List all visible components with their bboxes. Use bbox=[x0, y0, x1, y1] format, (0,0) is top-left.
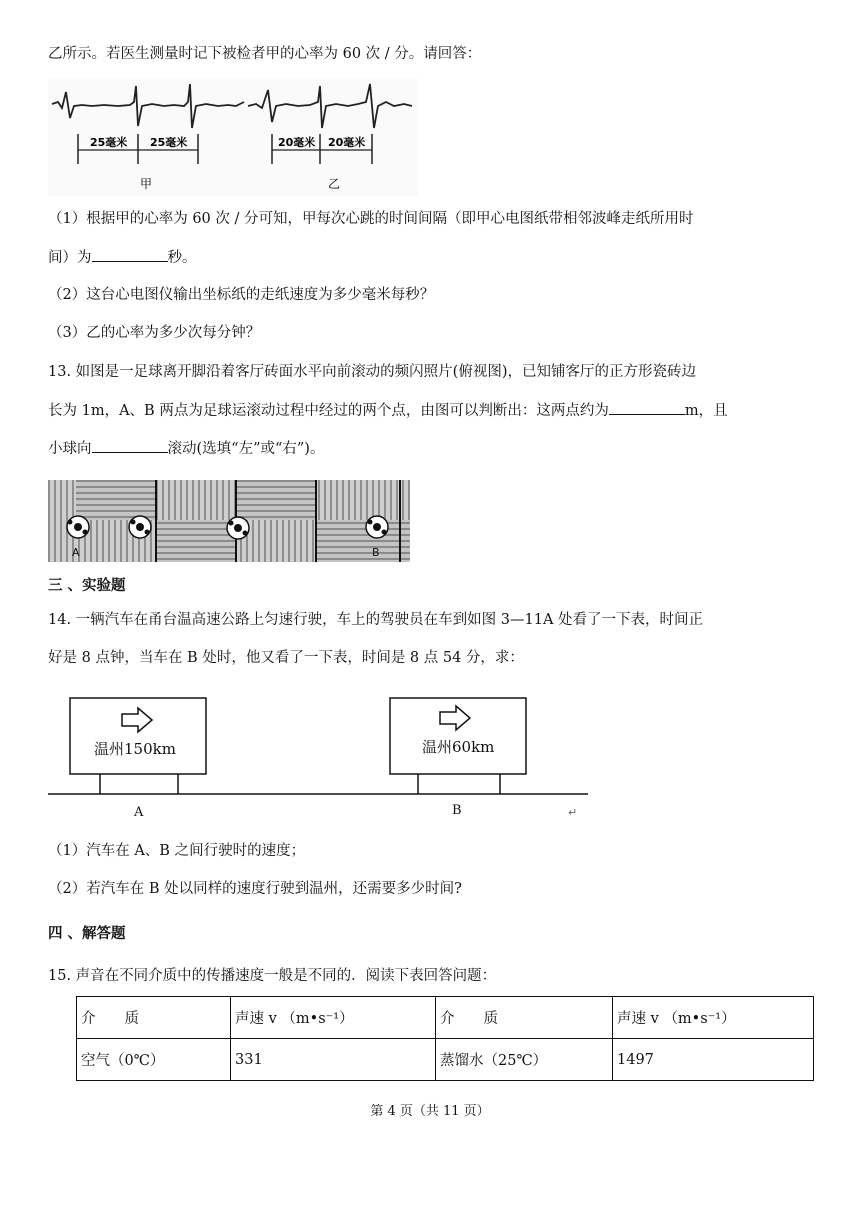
section-4-heading: 四 、解答题 bbox=[48, 926, 126, 942]
page-footer: 第 4 页（共 11 页） bbox=[370, 1104, 490, 1119]
q13-line2-text-a: 长为 1m，A、B 两点为足球运滚动过程中经过的两个点，由图可以判断出：这两点约为 bbox=[48, 403, 609, 419]
q14-sub1: （1）汽车在 A、B 之间行驶时的速度； bbox=[48, 843, 306, 859]
table-header-cell: 声速 v （m•s⁻¹） bbox=[613, 997, 814, 1039]
answer-blank bbox=[92, 438, 168, 453]
q13-line3 bbox=[48, 438, 324, 459]
soccer-ball-2 bbox=[129, 516, 151, 538]
return-mark: ↵ bbox=[568, 806, 578, 819]
sign-b-text: 温州60km bbox=[422, 738, 495, 756]
table-header-row bbox=[77, 997, 814, 1039]
table-header-cell: 声速 v （m•s⁻¹） bbox=[231, 997, 436, 1039]
jia-seg1-label: 25毫米 bbox=[90, 136, 128, 149]
point-b-label: B bbox=[372, 546, 380, 559]
table-row bbox=[77, 1039, 814, 1081]
q12-sub1-line1: （1）根据甲的心率为 60 次 / 分可知，甲每次心跳的时间间隔（即甲心电图纸带相邻波峰走纸所用时 bbox=[48, 211, 694, 227]
q12-sub1-text-a: 间）为 bbox=[48, 250, 92, 266]
soccer-ball-3 bbox=[227, 517, 249, 539]
q13-line3-text-b: 滚动(选填“左”或“右”)。 bbox=[167, 441, 325, 457]
table-cell: 蒸馏水（25℃） bbox=[436, 1039, 613, 1081]
q14-sub2: （2）若汽车在 B 处以同样的速度行驶到温州，还需要多少时间? bbox=[48, 881, 462, 897]
answer-blank bbox=[92, 247, 168, 262]
table-cell: 331 bbox=[231, 1039, 436, 1081]
jia-label: 甲 bbox=[140, 177, 153, 191]
yi-seg2-label: 20毫米 bbox=[328, 136, 366, 149]
q14-line2: 好是 8 点钟，当车在 B 处时，他又看了一下表，时间是 8 点 54 分，求： bbox=[48, 650, 524, 666]
q13-line3-text-a: 小球向 bbox=[48, 441, 92, 457]
q12-sub2: （2）这台心电图仪输出坐标纸的走纸速度为多少毫米每秒？ bbox=[48, 287, 435, 303]
point-a-label: A bbox=[134, 805, 144, 820]
yi-label: 乙 bbox=[328, 177, 341, 191]
sound-speed-table bbox=[76, 996, 814, 1081]
point-a-label: A bbox=[72, 546, 80, 559]
table-cell: 空气（0℃） bbox=[77, 1039, 231, 1081]
soccer-ball-1 bbox=[67, 516, 89, 538]
highway-signs-figure bbox=[48, 690, 588, 820]
q13-line1: 13. 如图是一足球离开脚沿着客厅砖面水平向前滚动的频闪照片(俯视图)，已知铺客厅的正方形瓷砖边 bbox=[48, 364, 696, 380]
answer-blank bbox=[609, 400, 685, 415]
table-header-cell: 介 质 bbox=[436, 997, 613, 1039]
point-b-label: B bbox=[452, 803, 462, 818]
section-3-heading: 三 、实验题 bbox=[48, 578, 126, 594]
floor-tile-photo bbox=[48, 480, 410, 562]
table-header-cell: 介 质 bbox=[77, 997, 231, 1039]
yi-seg1-label: 20毫米 bbox=[278, 136, 316, 149]
ecg-figure bbox=[48, 78, 418, 196]
q12-intro: 乙所示。若医生测量时记下被检者甲的心率为 60 次 / 分。请回答： bbox=[48, 46, 482, 62]
q15-intro: 15. 声音在不同介质中的传播速度一般是不同的．阅读下表回答问题： bbox=[48, 968, 497, 984]
q13-line2 bbox=[48, 400, 728, 421]
table-cell: 1497 bbox=[613, 1039, 814, 1081]
q12-sub1-text-b: 秒。 bbox=[167, 250, 197, 266]
q12-sub1-line2 bbox=[48, 247, 197, 268]
sign-a-text: 温州150km bbox=[94, 740, 176, 758]
q13-line2-text-b: m，且 bbox=[684, 403, 728, 419]
q14-line1: 14. 一辆汽车在甬台温高速公路上匀速行驶，车上的驾驶员在车到如图 3—11A 处看了一下表，时间正 bbox=[48, 612, 704, 628]
q12-sub3: （3）乙的心率为多少次每分钟？ bbox=[48, 325, 261, 341]
soccer-ball-4 bbox=[366, 516, 388, 538]
jia-seg2-label: 25毫米 bbox=[150, 136, 188, 149]
